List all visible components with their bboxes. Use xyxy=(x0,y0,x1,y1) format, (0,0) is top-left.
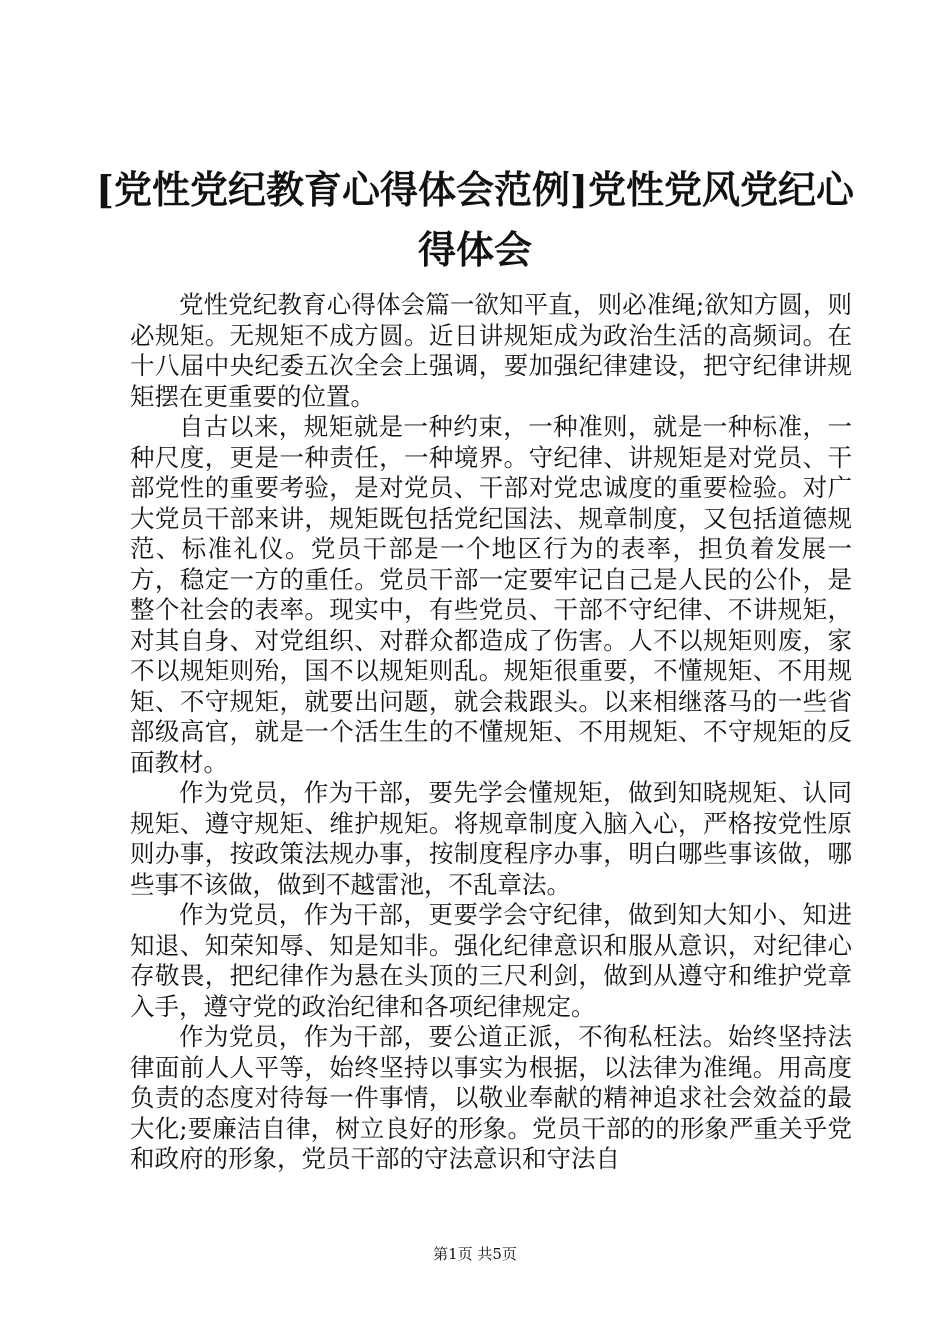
page-number-footer: 第1页 共5页 xyxy=(433,1245,517,1263)
document-title: [党性党纪教育心得体会范例]党性党风党纪心得体会 xyxy=(96,167,854,272)
paragraph: 作为党员，作为干部，更要学会守纪律，做到知大知小、知进知退、知荣知辱、知是知非。强化纪律意识和服从意识，对纪律心存敬畏，把纪律作为悬在头顶的三尺利剑，做到从遵守和维护党章入手，遵守党的政治纪律和各项纪律规定。 xyxy=(130,900,852,1021)
document-body xyxy=(130,290,852,1175)
paragraph: 作为党员，作为干部，要先学会懂规矩，做到知晓规矩、认同规矩、遵守规矩、维护规矩。将规章制度入脑入心，严格按党性原则办事，按政策法规办事，按制度程序办事，明白哪些事该做，哪些事不该做，做到不越雷池，不乱章法。 xyxy=(130,778,852,899)
paragraph: 党性党纪教育心得体会篇一欲知平直，则必准绳;欲知方圆，则必规矩。无规矩不成方圆。近日讲规矩成为政治生活的高频词。在十八届中央纪委五次全会上强调，要加强纪律建设，把守纪律讲规矩摆在更重要的位置。 xyxy=(130,290,852,411)
paragraph: 作为党员，作为干部，要公道正派，不徇私枉法。始终坚持法律面前人人平等，始终坚持以事实为根据，以法律为准绳。用高度负责的态度对待每一件事情，以敬业奉献的精神追求社会效益的最大化;要廉洁自律，树立良好的形象。党员干部的的形象严重关乎党和政府的形象，党员干部的守法意识和守法自 xyxy=(130,1022,852,1173)
paragraph: 自古以来，规矩就是一种约束，一种准则，就是一种标准，一种尺度，更是一种责任，一种境界。守纪律、讲规矩是对党员、干部党性的重要考验，是对党员、干部对党忠诚度的重要检验。对广大党员干部来讲，规矩既包括党纪国法、规章制度，又包括道德规范、标准礼仪。党员干部是一个地区行为的表率，担负着发展一方，稳定一方的重任。党员干部一定要牢记自己是人民的公仆，是整个社会的表率。现实中，有些党员、干部不守纪律、不讲规矩，对其自身、对党组织、对群众都造成了伤害。人不以规矩则废，家不以规矩则殆，国不以规矩则乱。规矩很重要，不懂规矩、不用规矩、不守规矩，就要出问题，就会栽跟头。以来相继落马的一些省部级高官，就是一个活生生的不懂规矩、不用规矩、不守规矩的反面教材。 xyxy=(130,412,852,777)
